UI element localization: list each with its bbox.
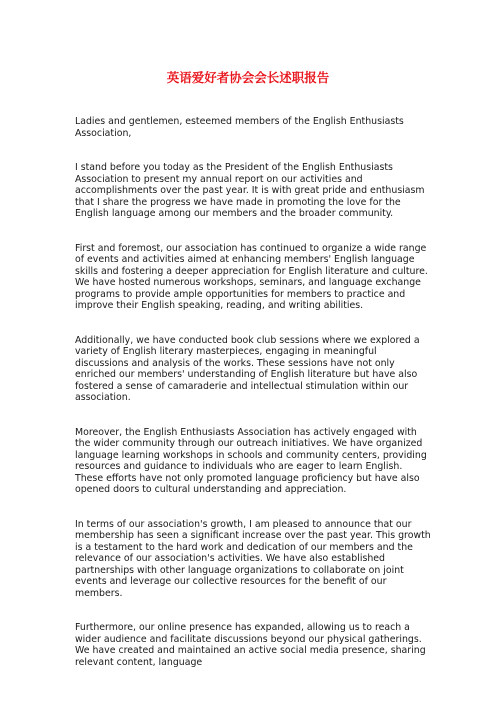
document-title: 英语爱好者协会会长述职报告	[166, 70, 330, 85]
paragraph-events: First and foremost, our association has continued to organize a wide range of events and activities aimed at enhancing members' English language skills and fostering a deeper appreciation for English literature and culture. We have hosted numerous workshops, seminars, and language exchange programs to provide ample opportunities for members to practice and improve their English speaking, reading, and writing abilities.	[75, 242, 428, 311]
paragraph-book-club: Additionally, we have conducted book club sessions where we explored a variety of English literary masterpieces, engaging in meaningful discussions and analysis of the works. These sessions have not only enriched our members' understanding of English literature but have also fostered a sense of camaraderie and intellectual stimulation within our association.	[75, 334, 420, 403]
paragraph-outreach: Moreover, the English Enthusiasts Association has actively engaged with the wider community through our outreach initiatives. We have organized language learning workshops in schools and community centers, providing resources and guidance to individuals who are eager to learn English. These efforts have not only promoted language proficiency but have also opened doors to cultural understanding and appreciation.	[75, 426, 427, 495]
paragraph-salutation: Ladies and gentlemen, esteemed members of the English Enthusiasts Association,	[75, 116, 404, 139]
paragraph-growth: In terms of our association's growth, I am pleased to announce that our membership has seen a significant increase over the past year. This growth is a testament to the hard work and dedication of our members and the relevance of our association's activities. We have also established partnerships with other language organizations to collaborate on joint events and leverage our collective resources for the benefit of our members.	[75, 518, 431, 599]
document-body	[75, 116, 431, 691]
paragraph-online-presence: Furthermore, our online presence has expanded, allowing us to reach a wider audience and facilitate discussions beyond our physical gatherings. We have created and maintained an active social media presence, sharing relevant content, language	[75, 622, 426, 668]
paragraph-introduction: I stand before you today as the President of the English Enthusiasts Association to present my annual report on our activities and accomplishments over the past year. It is with great pride and enthusiasm that I share the progress we have made in promoting the love for the English language among our members and the broader community.	[75, 162, 425, 219]
